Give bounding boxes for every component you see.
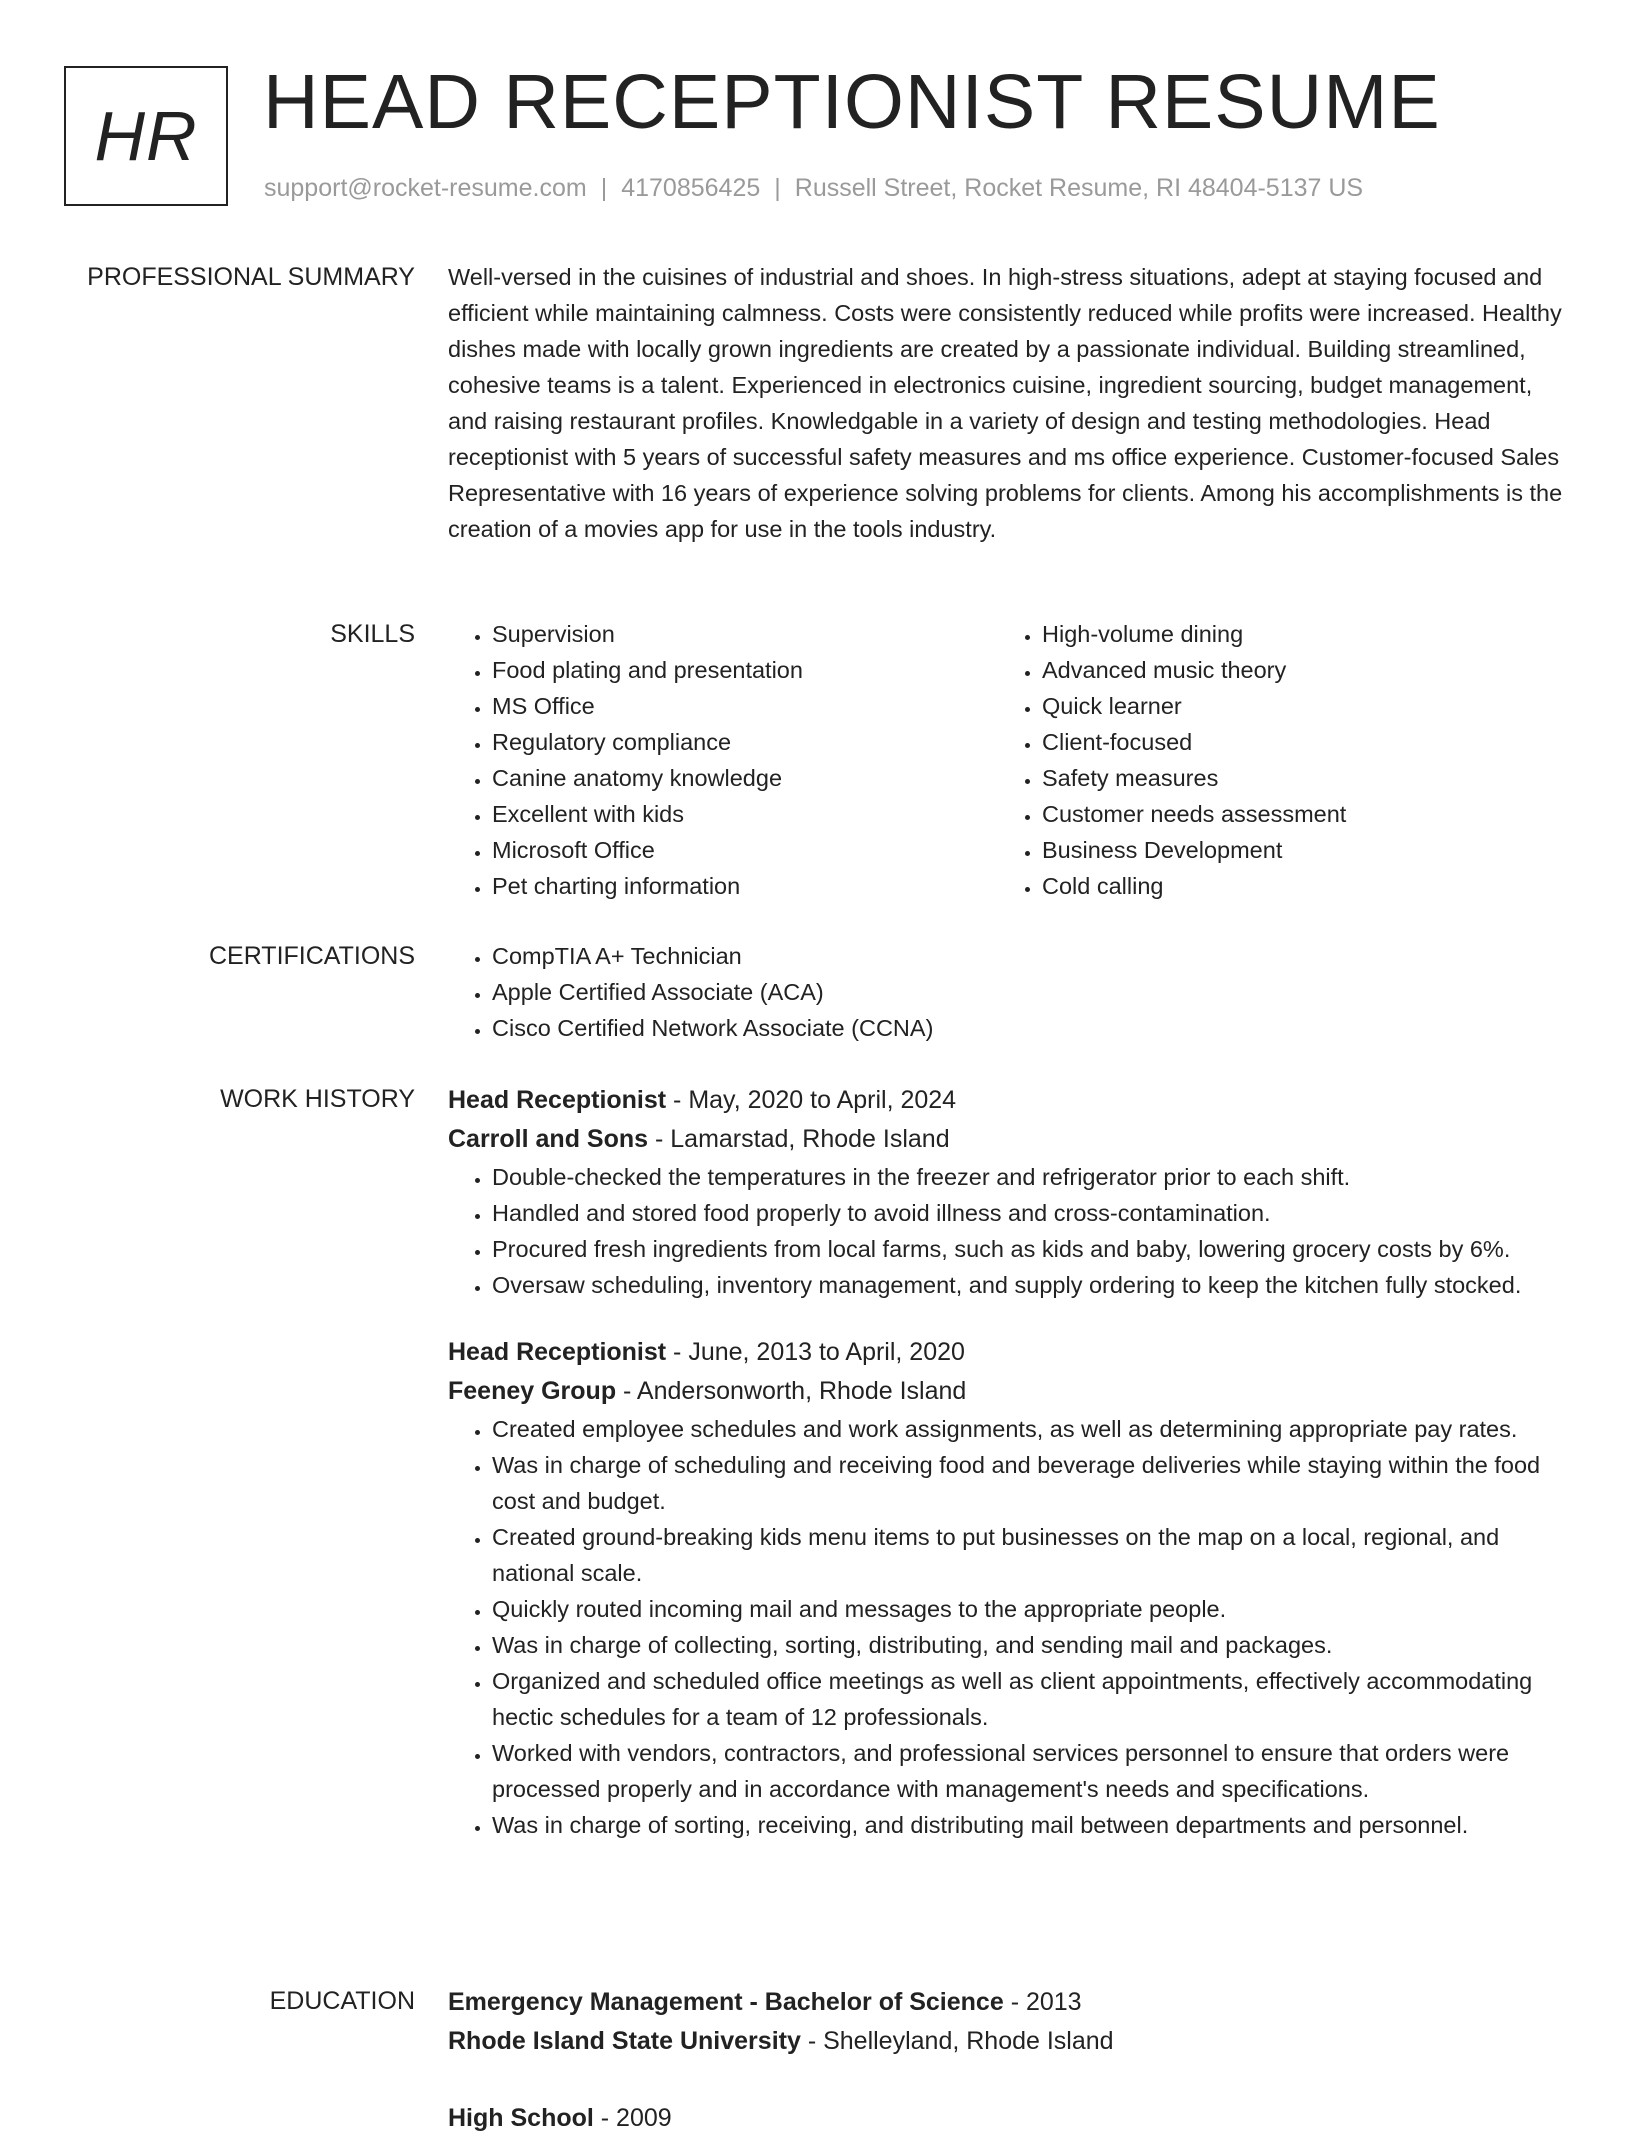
job-duties — [448, 1411, 1572, 1843]
job-duties — [448, 1159, 1572, 1303]
skills-body — [448, 616, 1572, 904]
job-duty: • Created employee schedules and work assignments, as well as determining appropriate pay rates. — [492, 1411, 1572, 1447]
job-duty: • Double-checked the temperatures in the freezer and refrigerator prior to each shift. — [492, 1159, 1572, 1195]
job-entry — [448, 1081, 1572, 1303]
contact-separator: | — [600, 174, 608, 202]
job-duty: • Worked with vendors, contractors, and professional services personnel to ensure that orders were processed properly and in accordance with management's needs and specifications. — [492, 1735, 1572, 1807]
skill-item: • Canine anatomy knowledge — [492, 760, 998, 796]
job-title-line — [448, 1333, 1572, 1372]
work-history-body — [448, 1081, 1572, 1843]
job-title-line — [448, 1081, 1572, 1120]
job-location: - Lamarstad, Rhode Island — [648, 1125, 950, 1153]
job-company-line — [448, 1120, 1572, 1159]
certification-item: • CompTIA A+ Technician — [492, 938, 1572, 974]
education-entry — [448, 1983, 1572, 2061]
summary-body — [448, 259, 1572, 547]
monogram-badge — [64, 66, 228, 206]
contact-separator: | — [774, 174, 781, 202]
job-duty: • Was in charge of scheduling and receiving food and beverage deliveries while staying within the food cost and budget. — [492, 1447, 1572, 1519]
skill-item: • Supervision — [492, 616, 998, 652]
contact-email[interactable]: support@rocket-resume.com — [264, 174, 587, 202]
education-degree-line — [448, 2099, 1572, 2138]
job-duty: • Quickly routed incoming mail and messages to the appropriate people. — [492, 1591, 1572, 1627]
job-entry — [448, 1333, 1572, 1843]
skills-column-left — [448, 616, 998, 904]
job-duty: • Created ground-breaking kids menu items to put businesses on the map on a local, regional, and national scale. — [492, 1519, 1572, 1591]
education-degree: High School — [448, 2104, 594, 2132]
education-school-line — [448, 2022, 1572, 2061]
education-entry — [448, 2099, 1572, 2138]
education-degree-line — [448, 1983, 1572, 2022]
skill-item: • Client-focused — [1042, 724, 1548, 760]
certification-item: • Cisco Certified Network Associate (CCNA) — [492, 1010, 1572, 1046]
skill-item: • Cold calling — [1042, 868, 1548, 904]
education-year: - 2013 — [1003, 1988, 1082, 2016]
skill-item: • Food plating and presentation — [492, 652, 998, 688]
section-label-certifications: CERTIFICATIONS — [208, 942, 415, 970]
section-label-education: EDUCATION — [269, 1987, 415, 2015]
section-label-work-history: WORK HISTORY — [220, 1085, 415, 1113]
skills-column-right — [998, 616, 1548, 904]
job-company-line — [448, 1372, 1572, 1411]
certification-item: • Apple Certified Associate (ACA) — [492, 974, 1572, 1010]
job-company: Carroll and Sons — [448, 1125, 649, 1153]
monogram-text: HR — [94, 97, 198, 175]
job-title: Head Receptionist — [448, 1338, 667, 1366]
contact-address: Russell Street, Rocket Resume, RI 48404-5137 US — [794, 174, 1364, 202]
education-school: Rhode Island State University — [448, 2027, 801, 2055]
education-location: - Shelleyland, Rhode Island — [800, 2027, 1114, 2055]
contact-line — [264, 174, 1363, 203]
certifications-body — [448, 938, 1572, 1046]
skill-item: • Pet charting information — [492, 868, 998, 904]
education-body — [448, 1983, 1572, 2138]
job-duty: • Procured fresh ingredients from local farms, such as kids and baby, lowering grocery costs by 6%. — [492, 1231, 1572, 1267]
summary-text: Well-versed in the cuisines of industrial and shoes. In high-stress situations, adept at staying focused and efficient while maintaining calmness. Costs were consistently reduced while profits were increased. Healthy dishes made with locally grown ingredients are created by a passionate individual. Building streamlined, cohesive teams is a talent. Experienced in electronics cuisine, ingredient sourcing, budget management, and raising restaurant profiles. Knowledgable in a variety of design and testing methodologies. Head receptionist with 5 years of successful safety measures and ms office experience. Customer-focused Sales Representative with 16 years of experience solving problems for clients. Among his accomplishments is the creation of a movies app for use in the tools industry. — [448, 264, 1563, 542]
skill-item: • Regulatory compliance — [492, 724, 998, 760]
resume-title: HEAD RECEPTIONIST RESUME — [263, 59, 1441, 145]
section-label-skills: SKILLS — [330, 620, 415, 648]
education-year: - 2009 — [593, 2104, 672, 2132]
job-duty: • Was in charge of collecting, sorting, distributing, and sending mail and packages. — [492, 1627, 1572, 1663]
skill-item: • Microsoft Office — [492, 832, 998, 868]
job-company: Feeney Group — [448, 1377, 617, 1405]
job-duty: • Was in charge of sorting, receiving, and distributing mail between departments and personnel. — [492, 1807, 1572, 1843]
job-location: - Andersonworth, Rhode Island — [616, 1377, 967, 1405]
job-duty: • Oversaw scheduling, inventory management, and supply ordering to keep the kitchen fully stocked. — [492, 1267, 1572, 1303]
skill-item: • MS Office — [492, 688, 998, 724]
job-title: Head Receptionist — [448, 1086, 667, 1114]
skill-item: • Quick learner — [1042, 688, 1548, 724]
job-dates: - May, 2020 to April, 2024 — [666, 1086, 957, 1114]
job-duty: • Organized and scheduled office meetings as well as client appointments, effectively accommodating hectic schedules for a team of 12 professionals. — [492, 1663, 1572, 1735]
skill-item: • Business Development — [1042, 832, 1548, 868]
skill-item: • High-volume dining — [1042, 616, 1548, 652]
skill-item: • Customer needs assessment — [1042, 796, 1548, 832]
skill-item: • Advanced music theory — [1042, 652, 1548, 688]
skill-item: • Excellent with kids — [492, 796, 998, 832]
job-duty: • Handled and stored food properly to avoid illness and cross-contamination. — [492, 1195, 1572, 1231]
job-dates: - June, 2013 to April, 2020 — [666, 1338, 965, 1366]
contact-phone[interactable]: 4170856425 — [621, 174, 761, 202]
skill-item: • Safety measures — [1042, 760, 1548, 796]
section-label-summary: PROFESSIONAL SUMMARY — [87, 263, 415, 291]
education-degree: Emergency Management - Bachelor of Science — [448, 1988, 1004, 2016]
